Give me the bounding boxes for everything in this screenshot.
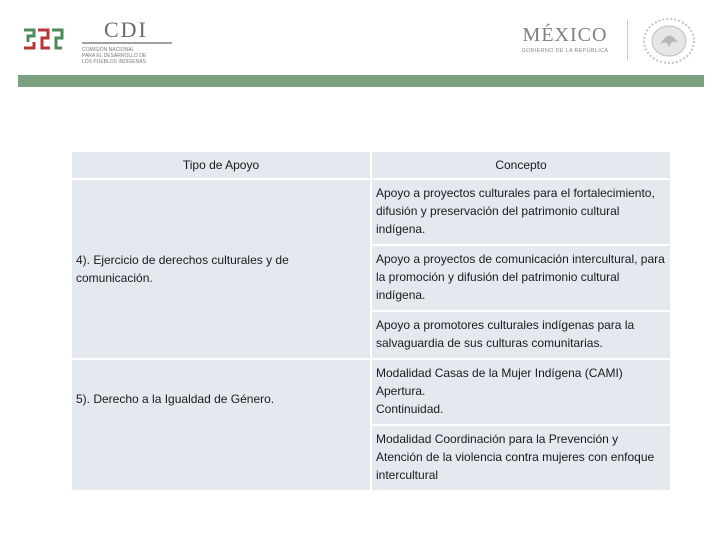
concepto-cell: Apoyo a proyectos culturales para el fortalecimiento, difusión y preservación del patrimonio cultural indígena.: [372, 180, 670, 244]
cdi-subtitle: [82, 47, 182, 65]
apoyo-table: [70, 150, 672, 492]
mexican-coat-of-arms-icon: [642, 17, 696, 65]
tipo-apoyo-cell: 5). Derecho a la Igualdad de Género.: [72, 360, 370, 490]
table-header-row: [72, 152, 670, 178]
mexico-subtitle: GOBIERNO DE LA REPÚBLICA: [521, 48, 609, 54]
cdi-subtitle-line: LOS PUEBLOS INDÍGENAS: [82, 59, 146, 65]
table-row: [72, 180, 670, 244]
column-header-concepto: Concepto: [372, 152, 670, 178]
cdi-subtitle-line: PARA EL DESARROLLO DE: [82, 53, 147, 59]
tipo-apoyo-cell: 4). Ejercicio de derechos culturales y de comunicación.: [72, 180, 370, 358]
cdi-subtitle-line: COMISIÓN NACIONAL: [82, 47, 135, 53]
header-divider: [627, 20, 628, 60]
column-header-tipo: Tipo de Apoyo: [72, 152, 370, 178]
concepto-line: Modalidad Casas de la Mujer Indígena (CAMI): [376, 366, 623, 380]
concepto-cell: Modalidad Coordinación para la Prevención y Atención de la violencia contra mujeres con enfoque intercultural: [372, 426, 670, 490]
concepto-cell: Apoyo a proyectos de comunicación intercultural, para la promoción y difusión del patrimonio cultural indígena.: [372, 246, 670, 310]
cdi-glyph-icon: [22, 28, 64, 50]
cdi-acronym: CDI: [104, 17, 148, 42]
concepto-cell: [372, 360, 670, 424]
header-green-bar: [18, 75, 704, 87]
concepto-line: Apertura.: [376, 384, 426, 398]
table-row: [72, 360, 670, 424]
mexico-logo: [516, 24, 614, 54]
concepto-line: Continuidad.: [376, 402, 444, 416]
cdi-underline: [82, 42, 172, 44]
page-header: [0, 0, 720, 75]
mexico-title: MÉXICO: [522, 24, 608, 46]
concepto-cell: Apoyo a promotores culturales indígenas para la salvaguardia de sus culturas comunitarias.: [372, 312, 670, 358]
